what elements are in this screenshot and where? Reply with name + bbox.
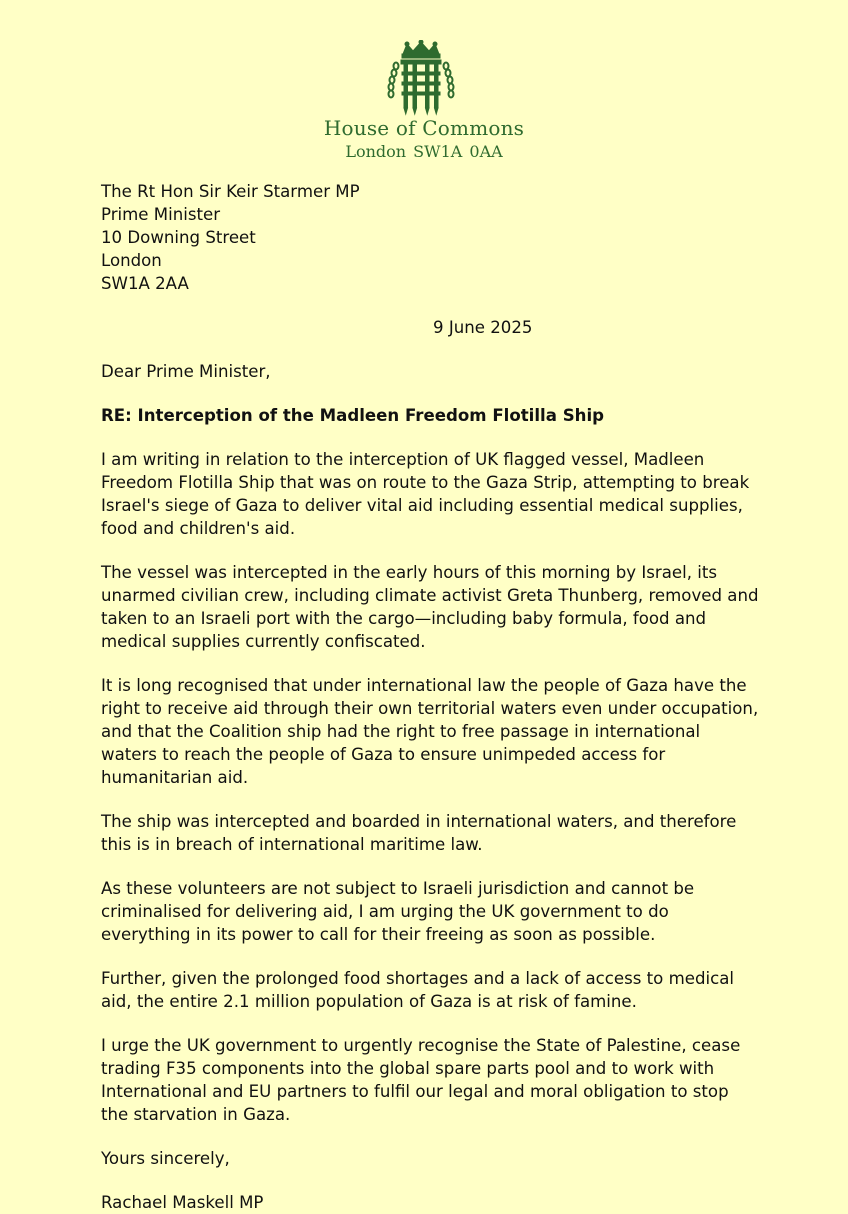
recipient-line: 10 Downing Street	[101, 228, 256, 247]
body-paragraph: The ship was intercepted and boarded in international waters, and therefore this is in breach of international maritime law.	[101, 812, 737, 854]
salutation: Dear Prime Minister,	[101, 362, 271, 381]
body-paragraph: I am writing in relation to the interception of UK flagged vessel, Madleen Freedom Flotilla Ship that was on route to the Gaza Strip, attempting to break Israel's siege of Gaza to deliver vital aid including essential medical supplies, food and children's aid.	[101, 450, 750, 538]
recipient-line: London	[101, 251, 162, 270]
recipient-address	[101, 180, 761, 295]
signature: Rachael Maskell MP	[101, 1193, 264, 1212]
organisation-name-text: House of Commons	[323, 116, 525, 140]
recipient-line: SW1A 2AA	[101, 274, 189, 293]
body-paragraph: As these volunteers are not subject to Israeli jurisdiction and cannot be criminalised for delivering aid, I am urging the UK government to do everything in its power to call for their freeing as soon as possible.	[101, 879, 695, 944]
portcullis-icon	[385, 40, 457, 120]
organisation-name	[0, 116, 848, 140]
letterhead	[0, 0, 848, 170]
body-paragraph: Further, given the prolonged food shortages and a lack of access to medical aid, the entire 2.1 million population of Gaza is at risk of famine.	[101, 969, 734, 1011]
subject-line: RE: Interception of the Madleen Freedom Flotilla Ship	[101, 406, 605, 425]
recipient-line: The Rt Hon Sir Keir Starmer MP	[101, 182, 360, 201]
body-paragraph: The vessel was intercepted in the early hours of this morning by Israel, its unarmed civilian crew, including climate activist Greta Thunberg, removed and taken to an Israeli port with the cargo—including baby formula, food and medical supplies currently confiscated.	[101, 563, 759, 651]
recipient-line: Prime Minister	[101, 205, 221, 224]
body-paragraph: It is long recognised that under international law the people of Gaza have the right to receive aid through their own territorial waters even under occupation, and that the Coalition ship had the right to free passage in international waters to reach the people of Gaza to ensure unimpeded access for humanitarian aid.	[101, 676, 759, 787]
letter-content	[101, 180, 761, 1214]
body-paragraph: I urge the UK government to urgently recognise the State of Palestine, cease trading F35 components into the global spare parts pool and to work with International and EU partners to fulfil our legal and moral obligation to stop the starvation in Gaza.	[101, 1036, 741, 1124]
organisation-address: London SW1A 0AA	[345, 142, 503, 161]
closing: Yours sincerely,	[101, 1149, 230, 1168]
letter-date: 9 June 2025	[433, 318, 533, 337]
